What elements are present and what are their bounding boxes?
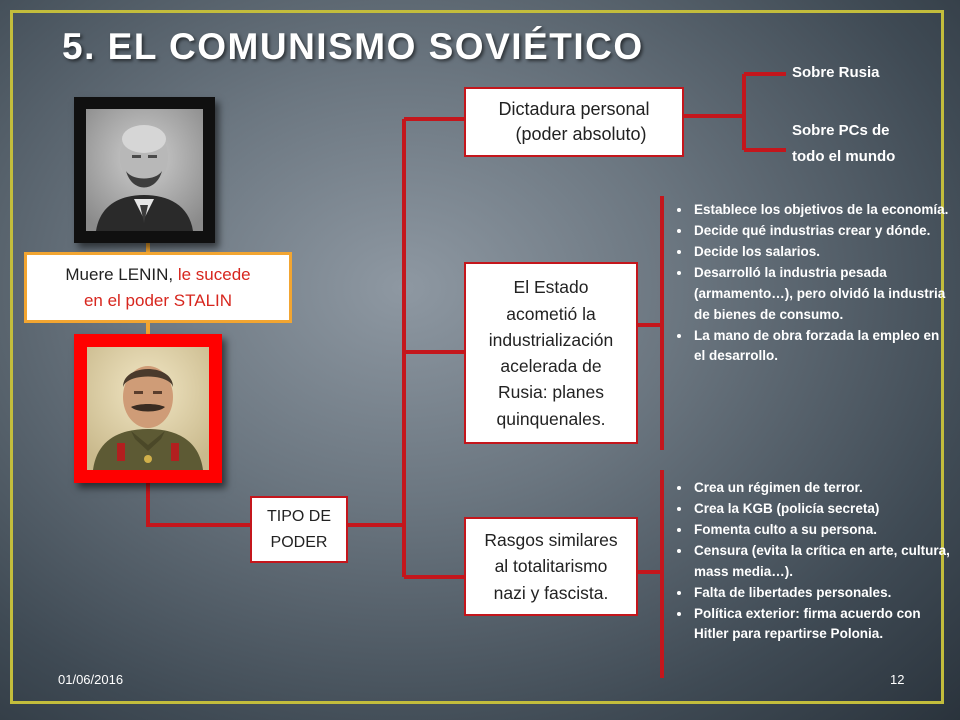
succession-text-d: STALIN (169, 290, 233, 310)
industria-bullet: • Decide los salarios. (692, 242, 954, 263)
rasgos-bullet: • Crea la KGB (policía secreta) (692, 499, 954, 520)
industria-line-6: quinquenales. (496, 408, 606, 429)
branch-industrializacion-box (464, 262, 638, 444)
industria-bullet: • La mano de obra forzada la empleo en el desarrollo. (692, 326, 954, 368)
industria-bullet-list (676, 200, 954, 367)
sub-item-pcs-line-1: Sobre PCs de (792, 122, 890, 139)
branch-dictadura-box (464, 87, 684, 157)
lenin-photo (86, 109, 203, 231)
power-type-line-1: TIPO DE (266, 507, 331, 525)
industria-bullet: • Decide qué industrias crear y dónde. (692, 221, 954, 242)
succession-line-2 (84, 288, 232, 314)
succession-text-c: en el poder (83, 290, 170, 310)
industria-line-1: El Estado (513, 277, 589, 298)
industria-line-3: industrialización (488, 329, 614, 350)
lenin-portrait (74, 97, 215, 243)
connector-industria-bracket (638, 196, 662, 450)
rasgos-bullet: • Política exterior: firma acuerdo con Hitler para repartirse Polonia. (692, 604, 954, 646)
dictadura-line-1: Dictadura personal (498, 98, 650, 119)
rasgos-bullet: • Fomenta culto a su persona. (692, 520, 954, 541)
slide-date: 01/06/2016 (58, 672, 124, 687)
succession-text-a: Muere LENIN, (65, 265, 178, 284)
rasgos-line-2: al totalitarismo (494, 556, 608, 577)
rasgos-bullet: • Crea un régimen de terror. (692, 478, 954, 499)
rasgos-bullet: • Falta de libertades personales. (692, 583, 954, 604)
slide-number: 12 (890, 672, 905, 687)
sub-item-rusia: Sobre Rusia (792, 64, 880, 81)
power-type-box (250, 496, 348, 563)
stalin-portrait (74, 334, 222, 483)
succession-box (24, 252, 292, 323)
industria-bullet: • Desarrolló la industria pesada (armamento…), pero olvidó la industria de bienes de consumo. (692, 263, 954, 326)
rasgos-line-3: nazi y fascista. (493, 582, 609, 603)
branch-rasgos-box (464, 517, 638, 616)
rasgos-line-1: Rasgos similares (484, 530, 618, 551)
industria-line-5: Rusia: planes (497, 382, 605, 403)
slide-title: 5. EL COMUNISMO SOVIÉTICO (62, 26, 644, 67)
industria-line-4: acelerada de (500, 356, 602, 376)
industria-bullet: • Establece los objetivos de la economía. (692, 200, 954, 221)
stalin-photo (87, 347, 209, 470)
connector-stalin-power (148, 482, 250, 525)
connector-rasgos-bracket (638, 470, 662, 678)
rasgos-bullet-list (676, 478, 954, 645)
connector-sub-bracket (744, 74, 786, 150)
succession-text-b: le sucede (177, 265, 251, 284)
industria-line-2: acometió la (506, 303, 596, 324)
power-type-line-2: PODER (270, 533, 328, 551)
rasgos-bullet: • Censura (evita la crítica en arte, cultura, mass media…). (692, 541, 954, 583)
dictadura-line-2: (poder absoluto) (515, 124, 647, 144)
succession-line-1 (65, 262, 250, 288)
sub-item-pcs-line-2: todo el mundo (792, 148, 896, 165)
